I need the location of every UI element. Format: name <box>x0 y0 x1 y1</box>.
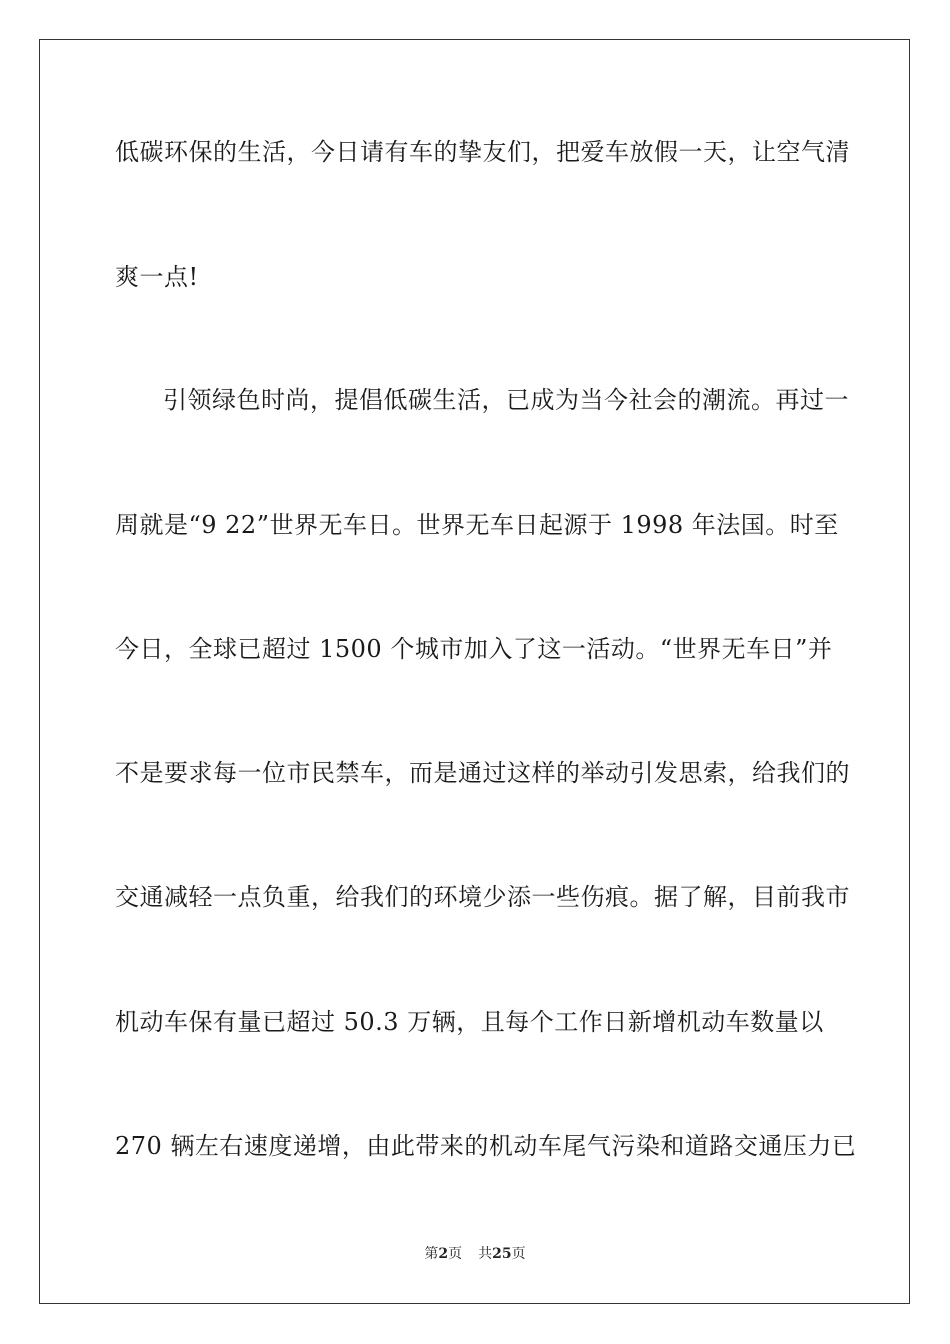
body-text-line: 爽一点! <box>115 263 199 291</box>
total-prefix: 共 <box>478 1246 493 1262</box>
page-border <box>39 39 910 1304</box>
body-text-line: 机动车保有量已超过 50.3 万辆，且每个工作日新增机动车数量以 <box>115 1008 824 1036</box>
body-text-line: 今日，全球已超过 1500 个城市加入了这一活动。“世界无车日”并 <box>115 635 833 663</box>
page-number: 2 <box>438 1246 449 1262</box>
page-suffix: 页 <box>448 1246 463 1262</box>
body-text-line: 低碳环保的生活，今日请有车的挚友们，把爱车放假一天，让空气清 <box>115 138 850 166</box>
total-suffix: 页 <box>511 1246 526 1262</box>
body-text-line: 270 辆左右速度递增，由此带来的机动车尾气污染和道路交通压力已 <box>115 1132 857 1160</box>
body-text-line: 周就是“9 22”世界无车日。世界无车日起源于 1998 年法国。时至 <box>115 511 839 539</box>
page-prefix: 第 <box>424 1246 439 1262</box>
total-pages: 25 <box>492 1246 512 1262</box>
page-footer <box>0 1244 950 1264</box>
body-text-line: 不是要求每一位市民禁车，而是通过这样的举动引发思索，给我们的 <box>115 759 850 787</box>
body-text-line: 引领绿色时尚，提倡低碳生活，已成为当今社会的潮流。再过一 <box>163 386 849 414</box>
body-text-line: 交通减轻一点负重，给我们的环境少添一些伤痕。据了解，目前我市 <box>115 883 850 911</box>
